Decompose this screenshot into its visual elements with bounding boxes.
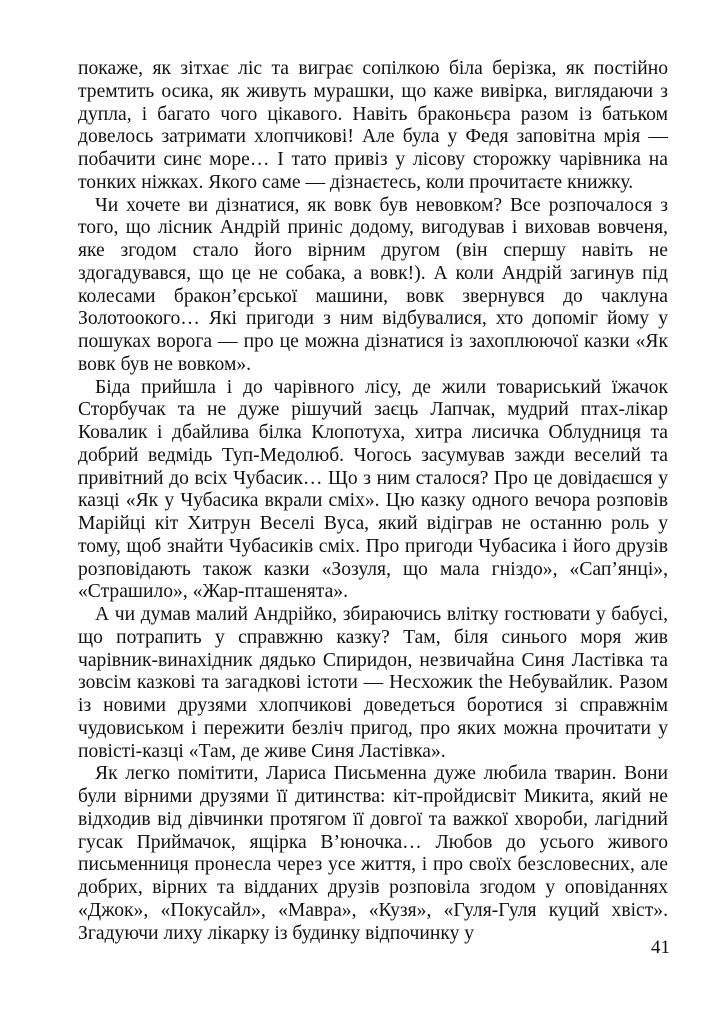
paragraph-4: А чи думав малий Андрійко, збираючись влітку гостювати у бабусі, що потрапить у справжню казку? Там, біля синього моря жив чарівник-винахідник дядько Спиридон, незвичайна Синя Ластівка та зовсім казкові та загадкові істоти — Несхожик the Небувайлик. Разом із новими друзями хлопчикові доведеться боротися зі справжнім чудовиськом і пережити безліч пригод, про яких можна прочитати у повісті-казці «Там, де живе Синя Ластівка».	[78, 604, 668, 762]
paragraph-1: покаже, як зітхає ліс та виграє сопілкою біла берізка, як постійно тремтить осика, як живуть мурашки, що каже вивірка, виглядаючи з дупла, і багато чого цікавого. Навіть браконьєра разом із батьком довелось затримати хлопчикові! Але була у Федя заповітна мрія — побачити синє море… І тато привіз у лісову сторожку чарівника на тонких ніжках. Якого саме — дізнаєтесь, коли прочитаєте книжку.	[78, 58, 668, 193]
page-body	[78, 58, 668, 945]
paragraph-3: Біда прийшла і до чарівного лісу, де жили товариський їжачок Сторбучак та не дуже рішучий заєць Лапчак, мудрий птах-лікар Ковалик і дбайлива білка Клопотуха, хитра лисичка Облудниця та добрий ведмідь Туп-Медолюб. Чогось засумував зажди веселий та привітний до всіх Чубасик… Що з ним сталося? Про це довідаєшся у казці «Як у Чубасика вкрали сміх». Цю казку одного вечора розповів Марійці кіт Хитрун Веселі Вуса, який відіграв не останню роль у тому, щоб знайти Чубасиків сміх. Про пригоди Чубасика і його друзів розповідають також казки «Зозуля, що мала гніздо», «Сап’янці», «Страшило», «Жар-пташенята».	[78, 376, 668, 603]
paragraph-2: Чи хочете ви дізнатися, як вовк був невовком? Все розпочалося з того, що лісник Андрій приніс додому, вигодував і виховав вовченя, яке згодом стало його вірним другом (він спершу навіть не здогадувався, що це не собака, а вовк!). А коли Андрій загинув під колесами бракон’єрської машини, вовк звернувся до чаклуна Золотоокого… Які пригоди з ним відбувалися, хто допоміг йому у пошуках ворога — про це можна дізнатися із захоплюючої казки «Як вовк був не вовком».	[78, 194, 668, 375]
paragraph-5: Як легко помітити, Лариса Письменна дуже любила тварин. Вони були вірними друзями її дитинства: кіт-пройдисвіт Микита, який не відходив від дівчинки протягом її довгої та важкої хвороби, лагідний гусак Приймачок, ящірка В’юночка… Любов до усього живого письменниця пронесла через усе життя, і про своїх безсловесних, але добрих, вірних та відданих друзів розповіла згодом у оповіданнях «Джок», «Покусайл», «Мавра», «Кузя», «Гуля-Гуля куций хвіст». Згадуючи лиху лікарку із будинку відпочинку у	[78, 763, 668, 944]
page-number: 41	[651, 937, 670, 958]
